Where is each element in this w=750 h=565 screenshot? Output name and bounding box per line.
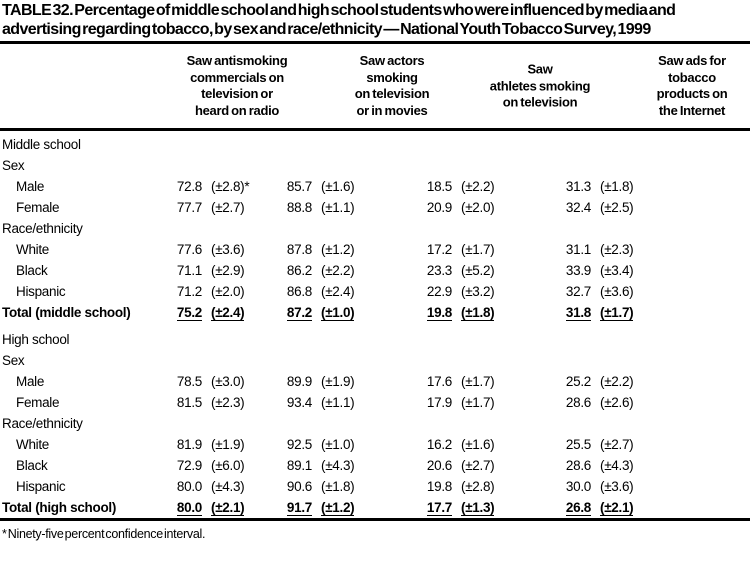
confidence-interval-cell: (±1.7) [600,305,634,320]
value-cell: 87.8 [286,242,312,257]
value-cell [266,134,312,155]
confidence-interval-cell [591,155,655,176]
value-cell: 25.5 [565,437,591,452]
value-cell [516,350,591,371]
confidence-interval-cell: (±1.7) [461,242,495,257]
confidence-interval-cell [591,329,655,350]
row-label: Male [16,179,45,194]
confidence-interval-cell: (±2.4) [211,305,245,320]
row-label: Middle school [2,137,81,152]
confidence-interval-cell [202,329,266,350]
table-row-race-ethnicity [0,413,750,434]
value-cell [516,329,591,350]
confidence-interval-cell [312,134,376,155]
row-label: High school [2,332,70,347]
table-row-high-school [0,329,750,350]
confidence-interval-cell: (±3.2) [461,284,495,299]
confidence-interval-cell: (±1.8) [461,305,495,320]
confidence-interval-cell: (±1.6) [461,437,495,452]
value-cell: 30.0 [565,479,591,494]
value-cell [516,413,591,434]
row-label: Sex [2,353,25,368]
confidence-interval-cell: (±1.7) [461,395,495,410]
table-row-female [0,392,750,413]
value-cell: 93.4 [286,395,312,410]
confidence-interval-cell: (±2.7) [211,200,245,215]
column-header-line: Saw [527,61,553,77]
value-cell [158,329,202,350]
table-row-total-middle-school [0,302,750,323]
table-row-male [0,371,750,392]
value-cell [158,350,202,371]
value-cell [158,155,202,176]
value-cell: 89.9 [286,374,312,389]
confidence-interval-cell: (±1.2) [321,500,355,515]
value-cell [266,218,312,239]
confidence-interval-cell [202,218,266,239]
column-header-line: smoking [366,69,418,85]
confidence-interval-cell: (±1.7) [461,374,495,389]
table-row-black [0,455,750,476]
value-cell: 19.8 [426,479,452,494]
value-cell: 23.3 [426,263,452,278]
confidence-interval-cell: (±2.6) [600,395,634,410]
value-cell: 92.5 [286,437,312,452]
value-cell: 88.8 [286,200,312,215]
confidence-interval-cell: (±1.1) [321,395,355,410]
confidence-interval-cell [202,134,266,155]
value-cell: 32.7 [565,284,591,299]
column-headers [0,44,750,128]
value-cell: 16.2 [426,437,452,452]
table-row-white [0,434,750,455]
confidence-interval-cell [312,329,376,350]
value-cell: 17.2 [426,242,452,257]
confidence-interval-cell [452,329,516,350]
value-cell: 80.0 [176,479,202,494]
value-cell: 89.1 [286,458,312,473]
column-header-saw-tobacco-ads-internet [657,53,728,119]
table-body [0,131,750,518]
confidence-interval-cell: (±1.8) [600,179,634,194]
confidence-interval-cell: (±4.3) [211,479,245,494]
column-header-line: products on [656,86,728,101]
value-cell: 28.6 [565,395,591,410]
value-cell: 28.6 [565,458,591,473]
confidence-interval-cell: (±2.2) [461,179,495,194]
value-cell [516,218,591,239]
value-cell: 25.2 [565,374,591,389]
value-cell: 85.7 [286,179,312,194]
footnote: * Ninety-five percent confidence interval. [2,527,206,541]
row-label: White [16,437,50,452]
value-cell [266,155,312,176]
column-header-saw-athletes-smoking [490,61,590,111]
confidence-interval-cell [591,350,655,371]
value-cell: 31.1 [565,242,591,257]
value-cell: 32.4 [565,200,591,215]
value-cell: 91.7 [286,500,312,515]
confidence-interval-cell [312,155,376,176]
row-label: Hispanic [16,479,66,494]
value-cell: 19.8 [426,305,452,320]
confidence-interval-cell [591,218,655,239]
column-header-line: commercials on [190,69,284,85]
row-label: White [16,242,50,257]
value-cell: 75.2 [176,305,202,320]
value-cell: 86.2 [286,263,312,278]
confidence-interval-cell [202,413,266,434]
confidence-interval-cell [452,350,516,371]
row-label: Race/ethnicity [2,416,83,431]
table-row-middle-school [0,134,750,155]
confidence-interval-cell: (±1.6) [321,179,355,194]
confidence-interval-cell: (±3.6) [600,284,634,299]
table-row-female [0,197,750,218]
row-label: Male [16,374,45,389]
confidence-interval-cell [312,218,376,239]
confidence-interval-cell: (±1.0) [321,305,355,320]
confidence-interval-cell: (±2.0) [211,284,245,299]
value-cell: 31.8 [565,305,591,320]
value-cell: 33.9 [565,263,591,278]
confidence-interval-cell: (±2.2) [600,374,634,389]
confidence-interval-cell: (±2.9) [211,263,245,278]
value-cell [516,134,591,155]
confidence-interval-cell: (±2.7) [461,458,495,473]
column-header-line: Saw antismoking [186,53,288,68]
confidence-interval-cell [452,218,516,239]
confidence-interval-cell: (±2.8) [461,479,495,494]
column-header-line: heard on radio [194,102,280,118]
column-header-saw-antismoking-commercials [187,53,288,119]
confidence-interval-cell: (±2.0) [461,200,495,215]
value-cell: 18.5 [426,179,452,194]
confidence-interval-cell: (±4.3) [600,458,634,473]
confidence-interval-cell: (±2.3) [600,242,634,257]
confidence-interval-cell: (±1.2) [321,242,355,257]
confidence-interval-cell: (±1.3) [461,500,495,515]
value-cell: 71.2 [176,284,202,299]
confidence-interval-cell: (±2.1) [600,500,634,515]
value-cell [266,413,312,434]
confidence-interval-cell: (±2.2) [321,263,355,278]
value-cell: 72.8 [176,179,202,194]
confidence-interval-cell: (±3.0) [211,374,245,389]
column-header-line: tobacco [668,69,716,85]
confidence-interval-cell [591,413,655,434]
table-row-sex [0,350,750,371]
confidence-interval-cell: (±2.8)* [211,179,250,194]
row-label: Female [16,395,60,410]
value-cell [376,329,452,350]
value-cell: 20.9 [426,200,452,215]
value-cell: 86.8 [286,284,312,299]
confidence-interval-cell: (±5.2) [461,263,495,278]
value-cell [376,155,452,176]
value-cell: 90.6 [286,479,312,494]
value-cell: 31.3 [565,179,591,194]
row-label: Hispanic [16,284,66,299]
confidence-interval-cell: (±3.6) [211,242,245,257]
row-label: Sex [2,158,25,173]
confidence-interval-cell: (±2.7) [600,437,634,452]
column-header-line: athletes smoking [489,77,591,93]
row-label: Black [16,458,48,473]
confidence-interval-cell: (±2.5) [600,200,634,215]
confidence-interval-cell: (±2.4) [321,284,355,299]
value-cell [158,218,202,239]
confidence-interval-cell [312,350,376,371]
row-label: Black [16,263,48,278]
confidence-interval-cell [452,134,516,155]
value-cell [158,413,202,434]
value-cell [376,218,452,239]
value-cell: 26.8 [565,500,591,515]
confidence-interval-cell [202,155,266,176]
value-cell: 17.6 [426,374,452,389]
row-label: Total (middle school) [2,305,131,320]
table-row-total-high-school [0,497,750,518]
column-header-line: on television [502,94,578,110]
value-cell [376,350,452,371]
value-cell: 81.5 [176,395,202,410]
column-header-line: television or [201,86,273,101]
confidence-interval-cell: (±1.1) [321,200,355,215]
table-row-race-ethnicity [0,218,750,239]
value-cell: 77.6 [176,242,202,257]
value-cell [266,329,312,350]
column-header-saw-actors-smoking [355,53,430,119]
column-header-line: Saw actors [359,53,425,68]
confidence-interval-cell: (±2.1) [211,500,245,515]
confidence-interval-cell: (±4.3) [321,458,355,473]
confidence-interval-cell: (±1.9) [211,437,245,452]
table-row-hispanic [0,476,750,497]
table-row-hispanic [0,281,750,302]
column-header-line: or in movies [356,102,428,118]
confidence-interval-cell: (±6.0) [211,458,245,473]
confidence-interval-cell [452,155,516,176]
value-cell: 78.5 [176,374,202,389]
confidence-interval-cell [452,413,516,434]
row-label: Race/ethnicity [2,221,83,236]
confidence-interval-cell: (±1.0) [321,437,355,452]
confidence-interval-cell: (±3.4) [600,263,634,278]
confidence-interval-cell: (±3.6) [600,479,634,494]
value-cell [376,413,452,434]
confidence-interval-cell: (±2.3) [211,395,245,410]
confidence-interval-cell [312,413,376,434]
value-cell: 22.9 [426,284,452,299]
value-cell [266,350,312,371]
value-cell [376,134,452,155]
column-header-line: Saw ads for [658,53,726,68]
value-cell: 77.7 [176,200,202,215]
table-row-white [0,239,750,260]
value-cell: 87.2 [286,305,312,320]
column-header-line: on television [354,86,430,101]
confidence-interval-cell [202,350,266,371]
table-row-sex [0,155,750,176]
confidence-interval-cell: (±1.8) [321,479,355,494]
row-label: Total (high school) [2,500,117,515]
value-cell: 72.9 [176,458,202,473]
value-cell: 71.1 [176,263,202,278]
value-cell [158,134,202,155]
table-title: TABLE 32. Percentage of middle school and high school students who were influenced by media and advertising regarding tobacco, by sex and race/ethnicity — National Youth Tobacco Survey, 1999 [2,2,676,38]
value-cell [516,155,591,176]
table-row-male [0,176,750,197]
value-cell: 81.9 [176,437,202,452]
value-cell: 20.6 [426,458,452,473]
column-header-line: the Internet [658,102,726,118]
value-cell: 17.7 [426,500,452,515]
confidence-interval-cell [591,134,655,155]
table-row-black [0,260,750,281]
confidence-interval-cell: (±1.9) [321,374,355,389]
value-cell: 80.0 [176,500,202,515]
row-label: Female [16,200,60,215]
value-cell: 17.9 [426,395,452,410]
